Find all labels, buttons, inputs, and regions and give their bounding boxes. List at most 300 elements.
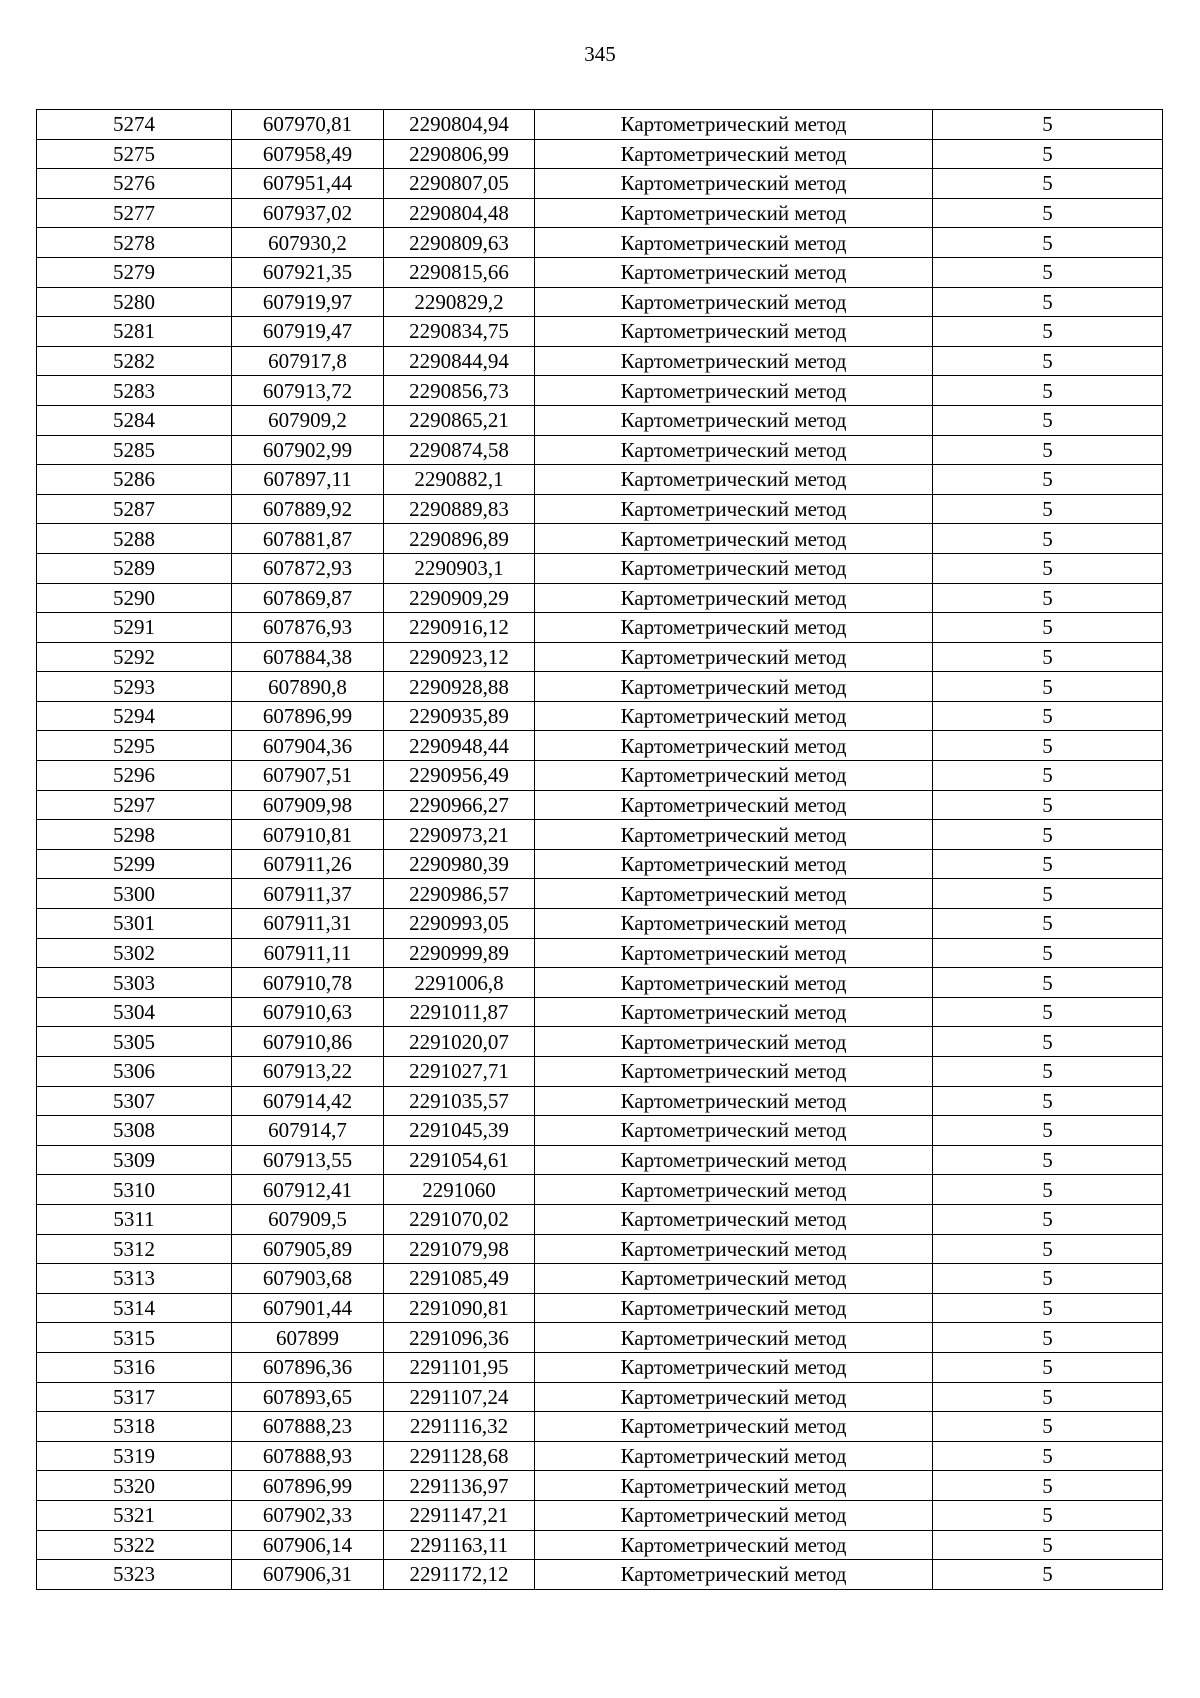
point-number-cell: 5289 <box>37 553 232 583</box>
accuracy-cell: 5 <box>933 524 1163 554</box>
point-number-cell: 5298 <box>37 820 232 850</box>
x-coordinate-cell: 607904,36 <box>232 731 384 761</box>
accuracy-cell: 5 <box>933 317 1163 347</box>
method-cell: Картометрический метод <box>535 820 933 850</box>
point-number-cell: 5313 <box>37 1264 232 1294</box>
table-row <box>37 613 1163 643</box>
y-coordinate-cell: 2291011,87 <box>384 997 535 1027</box>
method-cell: Картометрический метод <box>535 465 933 495</box>
y-coordinate-cell: 2291116,32 <box>384 1412 535 1442</box>
x-coordinate-cell: 607911,31 <box>232 909 384 939</box>
point-number-cell: 5286 <box>37 465 232 495</box>
y-coordinate-cell: 2290980,39 <box>384 849 535 879</box>
method-cell: Картометрический метод <box>535 110 933 140</box>
y-coordinate-cell: 2291147,21 <box>384 1500 535 1530</box>
accuracy-cell: 5 <box>933 553 1163 583</box>
y-coordinate-cell: 2290903,1 <box>384 553 535 583</box>
x-coordinate-cell: 607896,99 <box>232 701 384 731</box>
y-coordinate-cell: 2290815,66 <box>384 257 535 287</box>
accuracy-cell: 5 <box>933 1086 1163 1116</box>
point-number-cell: 5296 <box>37 761 232 791</box>
y-coordinate-cell: 2291101,95 <box>384 1352 535 1382</box>
accuracy-cell: 5 <box>933 1175 1163 1205</box>
table-row <box>37 139 1163 169</box>
y-coordinate-cell: 2290882,1 <box>384 465 535 495</box>
accuracy-cell: 5 <box>933 997 1163 1027</box>
accuracy-cell: 5 <box>933 701 1163 731</box>
x-coordinate-cell: 607888,93 <box>232 1441 384 1471</box>
method-cell: Картометрический метод <box>535 790 933 820</box>
y-coordinate-cell: 2291096,36 <box>384 1323 535 1353</box>
point-number-cell: 5295 <box>37 731 232 761</box>
method-cell: Картометрический метод <box>535 938 933 968</box>
x-coordinate-cell: 607903,68 <box>232 1264 384 1294</box>
x-coordinate-cell: 607890,8 <box>232 672 384 702</box>
accuracy-cell: 5 <box>933 1412 1163 1442</box>
method-cell: Картометрический метод <box>535 731 933 761</box>
point-number-cell: 5307 <box>37 1086 232 1116</box>
accuracy-cell: 5 <box>933 435 1163 465</box>
accuracy-cell: 5 <box>933 879 1163 909</box>
method-cell: Картометрический метод <box>535 346 933 376</box>
y-coordinate-cell: 2290809,63 <box>384 228 535 258</box>
y-coordinate-cell: 2290909,29 <box>384 583 535 613</box>
method-cell: Картометрический метод <box>535 287 933 317</box>
point-number-cell: 5291 <box>37 613 232 643</box>
accuracy-cell: 5 <box>933 228 1163 258</box>
method-cell: Картометрический метод <box>535 435 933 465</box>
y-coordinate-cell: 2291027,71 <box>384 1057 535 1087</box>
table-row <box>37 553 1163 583</box>
x-coordinate-cell: 607914,7 <box>232 1116 384 1146</box>
method-cell: Картометрический метод <box>535 1441 933 1471</box>
accuracy-cell: 5 <box>933 1234 1163 1264</box>
y-coordinate-cell: 2290916,12 <box>384 613 535 643</box>
accuracy-cell: 5 <box>933 1352 1163 1382</box>
table-row <box>37 346 1163 376</box>
accuracy-cell: 5 <box>933 613 1163 643</box>
y-coordinate-cell: 2290928,88 <box>384 672 535 702</box>
x-coordinate-cell: 607888,23 <box>232 1412 384 1442</box>
method-cell: Картометрический метод <box>535 1204 933 1234</box>
table-row <box>37 761 1163 791</box>
accuracy-cell: 5 <box>933 1441 1163 1471</box>
method-cell: Картометрический метод <box>535 1116 933 1146</box>
accuracy-cell: 5 <box>933 820 1163 850</box>
accuracy-cell: 5 <box>933 1560 1163 1590</box>
y-coordinate-cell: 2290874,58 <box>384 435 535 465</box>
y-coordinate-cell: 2290865,21 <box>384 405 535 435</box>
table-row <box>37 968 1163 998</box>
y-coordinate-cell: 2290973,21 <box>384 820 535 850</box>
x-coordinate-cell: 607911,37 <box>232 879 384 909</box>
method-cell: Картометрический метод <box>535 1352 933 1382</box>
method-cell: Картометрический метод <box>535 1382 933 1412</box>
table-row <box>37 1471 1163 1501</box>
table-row <box>37 701 1163 731</box>
point-number-cell: 5283 <box>37 376 232 406</box>
y-coordinate-cell: 2290896,89 <box>384 524 535 554</box>
y-coordinate-cell: 2290889,83 <box>384 494 535 524</box>
x-coordinate-cell: 607913,55 <box>232 1145 384 1175</box>
x-coordinate-cell: 607872,93 <box>232 553 384 583</box>
x-coordinate-cell: 607889,92 <box>232 494 384 524</box>
accuracy-cell: 5 <box>933 909 1163 939</box>
x-coordinate-cell: 607901,44 <box>232 1293 384 1323</box>
accuracy-cell: 5 <box>933 1323 1163 1353</box>
table-row <box>37 672 1163 702</box>
x-coordinate-cell: 607902,33 <box>232 1500 384 1530</box>
table-row <box>37 435 1163 465</box>
point-number-cell: 5323 <box>37 1560 232 1590</box>
accuracy-cell: 5 <box>933 1145 1163 1175</box>
table-row <box>37 287 1163 317</box>
method-cell: Картометрический метод <box>535 317 933 347</box>
y-coordinate-cell: 2291090,81 <box>384 1293 535 1323</box>
x-coordinate-cell: 607906,14 <box>232 1530 384 1560</box>
point-number-cell: 5284 <box>37 405 232 435</box>
accuracy-cell: 5 <box>933 257 1163 287</box>
method-cell: Картометрический метод <box>535 849 933 879</box>
point-number-cell: 5280 <box>37 287 232 317</box>
x-coordinate-cell: 607913,72 <box>232 376 384 406</box>
y-coordinate-cell: 2290956,49 <box>384 761 535 791</box>
table-row <box>37 1086 1163 1116</box>
method-cell: Картометрический метод <box>535 1471 933 1501</box>
point-number-cell: 5319 <box>37 1441 232 1471</box>
accuracy-cell: 5 <box>933 405 1163 435</box>
x-coordinate-cell: 607907,51 <box>232 761 384 791</box>
point-number-cell: 5285 <box>37 435 232 465</box>
point-number-cell: 5274 <box>37 110 232 140</box>
point-number-cell: 5318 <box>37 1412 232 1442</box>
point-number-cell: 5278 <box>37 228 232 258</box>
coordinates-table-body <box>37 110 1163 1590</box>
point-number-cell: 5302 <box>37 938 232 968</box>
accuracy-cell: 5 <box>933 376 1163 406</box>
accuracy-cell: 5 <box>933 1116 1163 1146</box>
point-number-cell: 5292 <box>37 642 232 672</box>
table-row <box>37 1560 1163 1590</box>
y-coordinate-cell: 2291006,8 <box>384 968 535 998</box>
accuracy-cell: 5 <box>933 642 1163 672</box>
method-cell: Картометрический метод <box>535 1323 933 1353</box>
table-row <box>37 642 1163 672</box>
y-coordinate-cell: 2290806,99 <box>384 139 535 169</box>
table-row <box>37 1441 1163 1471</box>
table-row <box>37 1116 1163 1146</box>
y-coordinate-cell: 2290834,75 <box>384 317 535 347</box>
y-coordinate-cell: 2291085,49 <box>384 1264 535 1294</box>
method-cell: Картометрический метод <box>535 1086 933 1116</box>
y-coordinate-cell: 2290948,44 <box>384 731 535 761</box>
point-number-cell: 5281 <box>37 317 232 347</box>
method-cell: Картометрический метод <box>535 169 933 199</box>
table-row <box>37 909 1163 939</box>
x-coordinate-cell: 607910,63 <box>232 997 384 1027</box>
y-coordinate-cell: 2290966,27 <box>384 790 535 820</box>
accuracy-cell: 5 <box>933 672 1163 702</box>
accuracy-cell: 5 <box>933 1204 1163 1234</box>
x-coordinate-cell: 607897,11 <box>232 465 384 495</box>
accuracy-cell: 5 <box>933 1471 1163 1501</box>
y-coordinate-cell: 2291163,11 <box>384 1530 535 1560</box>
accuracy-cell: 5 <box>933 1027 1163 1057</box>
y-coordinate-cell: 2291060 <box>384 1175 535 1205</box>
point-number-cell: 5299 <box>37 849 232 879</box>
accuracy-cell: 5 <box>933 1382 1163 1412</box>
y-coordinate-cell: 2291054,61 <box>384 1145 535 1175</box>
x-coordinate-cell: 607881,87 <box>232 524 384 554</box>
accuracy-cell: 5 <box>933 1293 1163 1323</box>
y-coordinate-cell: 2290844,94 <box>384 346 535 376</box>
y-coordinate-cell: 2290923,12 <box>384 642 535 672</box>
method-cell: Картометрический метод <box>535 405 933 435</box>
table-row <box>37 1027 1163 1057</box>
y-coordinate-cell: 2290807,05 <box>384 169 535 199</box>
page-number: 345 <box>584 42 616 66</box>
y-coordinate-cell: 2291020,07 <box>384 1027 535 1057</box>
method-cell: Картометрический метод <box>535 1530 933 1560</box>
y-coordinate-cell: 2290935,89 <box>384 701 535 731</box>
table-row <box>37 1412 1163 1442</box>
accuracy-cell: 5 <box>933 110 1163 140</box>
point-number-cell: 5320 <box>37 1471 232 1501</box>
y-coordinate-cell: 2291045,39 <box>384 1116 535 1146</box>
table-row <box>37 1175 1163 1205</box>
x-coordinate-cell: 607896,99 <box>232 1471 384 1501</box>
table-row <box>37 731 1163 761</box>
x-coordinate-cell: 607930,2 <box>232 228 384 258</box>
accuracy-cell: 5 <box>933 761 1163 791</box>
x-coordinate-cell: 607884,38 <box>232 642 384 672</box>
method-cell: Картометрический метод <box>535 1145 933 1175</box>
accuracy-cell: 5 <box>933 198 1163 228</box>
point-number-cell: 5297 <box>37 790 232 820</box>
point-number-cell: 5304 <box>37 997 232 1027</box>
table-row <box>37 169 1163 199</box>
x-coordinate-cell: 607937,02 <box>232 198 384 228</box>
table-row <box>37 198 1163 228</box>
table-row <box>37 997 1163 1027</box>
x-coordinate-cell: 607910,86 <box>232 1027 384 1057</box>
x-coordinate-cell: 607905,89 <box>232 1234 384 1264</box>
method-cell: Картометрический метод <box>535 997 933 1027</box>
table-row <box>37 849 1163 879</box>
x-coordinate-cell: 607899 <box>232 1323 384 1353</box>
point-number-cell: 5316 <box>37 1352 232 1382</box>
table-row <box>37 1264 1163 1294</box>
point-number-cell: 5309 <box>37 1145 232 1175</box>
method-cell: Картометрический метод <box>535 1500 933 1530</box>
method-cell: Картометрический метод <box>535 613 933 643</box>
table-row <box>37 790 1163 820</box>
x-coordinate-cell: 607902,99 <box>232 435 384 465</box>
point-number-cell: 5301 <box>37 909 232 939</box>
x-coordinate-cell: 607970,81 <box>232 110 384 140</box>
table-row <box>37 1145 1163 1175</box>
y-coordinate-cell: 2290999,89 <box>384 938 535 968</box>
table-row <box>37 1323 1163 1353</box>
table-row <box>37 1500 1163 1530</box>
accuracy-cell: 5 <box>933 1264 1163 1294</box>
method-cell: Картометрический метод <box>535 553 933 583</box>
y-coordinate-cell: 2290829,2 <box>384 287 535 317</box>
table-row <box>37 1530 1163 1560</box>
y-coordinate-cell: 2291107,24 <box>384 1382 535 1412</box>
y-coordinate-cell: 2291136,97 <box>384 1471 535 1501</box>
x-coordinate-cell: 607919,97 <box>232 287 384 317</box>
method-cell: Картометрический метод <box>535 1412 933 1442</box>
point-number-cell: 5317 <box>37 1382 232 1412</box>
x-coordinate-cell: 607951,44 <box>232 169 384 199</box>
method-cell: Картометрический метод <box>535 494 933 524</box>
accuracy-cell: 5 <box>933 139 1163 169</box>
x-coordinate-cell: 607909,2 <box>232 405 384 435</box>
y-coordinate-cell: 2290804,48 <box>384 198 535 228</box>
x-coordinate-cell: 607910,81 <box>232 820 384 850</box>
y-coordinate-cell: 2290804,94 <box>384 110 535 140</box>
method-cell: Картометрический метод <box>535 524 933 554</box>
point-number-cell: 5290 <box>37 583 232 613</box>
table-row <box>37 524 1163 554</box>
accuracy-cell: 5 <box>933 1530 1163 1560</box>
table-row <box>37 228 1163 258</box>
table-row <box>37 938 1163 968</box>
method-cell: Картометрический метод <box>535 583 933 613</box>
table-row <box>37 879 1163 909</box>
point-number-cell: 5310 <box>37 1175 232 1205</box>
table-row <box>37 376 1163 406</box>
method-cell: Картометрический метод <box>535 761 933 791</box>
x-coordinate-cell: 607911,11 <box>232 938 384 968</box>
point-number-cell: 5288 <box>37 524 232 554</box>
method-cell: Картометрический метод <box>535 909 933 939</box>
point-number-cell: 5311 <box>37 1204 232 1234</box>
y-coordinate-cell: 2290986,57 <box>384 879 535 909</box>
point-number-cell: 5321 <box>37 1500 232 1530</box>
point-number-cell: 5277 <box>37 198 232 228</box>
point-number-cell: 5294 <box>37 701 232 731</box>
accuracy-cell: 5 <box>933 731 1163 761</box>
accuracy-cell: 5 <box>933 790 1163 820</box>
table-row <box>37 465 1163 495</box>
table-row <box>37 317 1163 347</box>
method-cell: Картометрический метод <box>535 1057 933 1087</box>
x-coordinate-cell: 607919,47 <box>232 317 384 347</box>
y-coordinate-cell: 2291172,12 <box>384 1560 535 1590</box>
x-coordinate-cell: 607910,78 <box>232 968 384 998</box>
y-coordinate-cell: 2290993,05 <box>384 909 535 939</box>
table-row <box>37 1204 1163 1234</box>
point-number-cell: 5282 <box>37 346 232 376</box>
table-row <box>37 257 1163 287</box>
y-coordinate-cell: 2291079,98 <box>384 1234 535 1264</box>
x-coordinate-cell: 607896,36 <box>232 1352 384 1382</box>
table-row <box>37 1382 1163 1412</box>
method-cell: Картометрический метод <box>535 198 933 228</box>
method-cell: Картометрический метод <box>535 1027 933 1057</box>
x-coordinate-cell: 607906,31 <box>232 1560 384 1590</box>
x-coordinate-cell: 607914,42 <box>232 1086 384 1116</box>
x-coordinate-cell: 607876,93 <box>232 613 384 643</box>
point-number-cell: 5305 <box>37 1027 232 1057</box>
accuracy-cell: 5 <box>933 465 1163 495</box>
method-cell: Картометрический метод <box>535 968 933 998</box>
method-cell: Картометрический метод <box>535 1264 933 1294</box>
accuracy-cell: 5 <box>933 494 1163 524</box>
table-row <box>37 1234 1163 1264</box>
x-coordinate-cell: 607921,35 <box>232 257 384 287</box>
method-cell: Картометрический метод <box>535 1293 933 1323</box>
method-cell: Картометрический метод <box>535 672 933 702</box>
point-number-cell: 5314 <box>37 1293 232 1323</box>
x-coordinate-cell: 607911,26 <box>232 849 384 879</box>
point-number-cell: 5312 <box>37 1234 232 1264</box>
table-row <box>37 494 1163 524</box>
x-coordinate-cell: 607958,49 <box>232 139 384 169</box>
point-number-cell: 5279 <box>37 257 232 287</box>
x-coordinate-cell: 607917,8 <box>232 346 384 376</box>
accuracy-cell: 5 <box>933 1057 1163 1087</box>
accuracy-cell: 5 <box>933 287 1163 317</box>
accuracy-cell: 5 <box>933 968 1163 998</box>
table-row <box>37 110 1163 140</box>
table-row <box>37 583 1163 613</box>
method-cell: Картометрический метод <box>535 879 933 909</box>
accuracy-cell: 5 <box>933 1500 1163 1530</box>
point-number-cell: 5287 <box>37 494 232 524</box>
accuracy-cell: 5 <box>933 346 1163 376</box>
point-number-cell: 5303 <box>37 968 232 998</box>
x-coordinate-cell: 607909,5 <box>232 1204 384 1234</box>
point-number-cell: 5322 <box>37 1530 232 1560</box>
accuracy-cell: 5 <box>933 849 1163 879</box>
table-row <box>37 405 1163 435</box>
point-number-cell: 5315 <box>37 1323 232 1353</box>
y-coordinate-cell: 2291035,57 <box>384 1086 535 1116</box>
table-row <box>37 1352 1163 1382</box>
point-number-cell: 5308 <box>37 1116 232 1146</box>
point-number-cell: 5275 <box>37 139 232 169</box>
accuracy-cell: 5 <box>933 169 1163 199</box>
method-cell: Картометрический метод <box>535 1234 933 1264</box>
coordinates-table <box>36 109 1163 1590</box>
x-coordinate-cell: 607913,22 <box>232 1057 384 1087</box>
table-row <box>37 820 1163 850</box>
point-number-cell: 5300 <box>37 879 232 909</box>
method-cell: Картометрический метод <box>535 701 933 731</box>
accuracy-cell: 5 <box>933 938 1163 968</box>
method-cell: Картометрический метод <box>535 139 933 169</box>
y-coordinate-cell: 2290856,73 <box>384 376 535 406</box>
y-coordinate-cell: 2291070,02 <box>384 1204 535 1234</box>
method-cell: Картометрический метод <box>535 257 933 287</box>
method-cell: Картометрический метод <box>535 642 933 672</box>
point-number-cell: 5293 <box>37 672 232 702</box>
y-coordinate-cell: 2291128,68 <box>384 1441 535 1471</box>
method-cell: Картометрический метод <box>535 228 933 258</box>
x-coordinate-cell: 607893,65 <box>232 1382 384 1412</box>
method-cell: Картометрический метод <box>535 1560 933 1590</box>
method-cell: Картометрический метод <box>535 1175 933 1205</box>
table-row <box>37 1057 1163 1087</box>
x-coordinate-cell: 607869,87 <box>232 583 384 613</box>
accuracy-cell: 5 <box>933 583 1163 613</box>
table-row <box>37 1293 1163 1323</box>
method-cell: Картометрический метод <box>535 376 933 406</box>
x-coordinate-cell: 607909,98 <box>232 790 384 820</box>
